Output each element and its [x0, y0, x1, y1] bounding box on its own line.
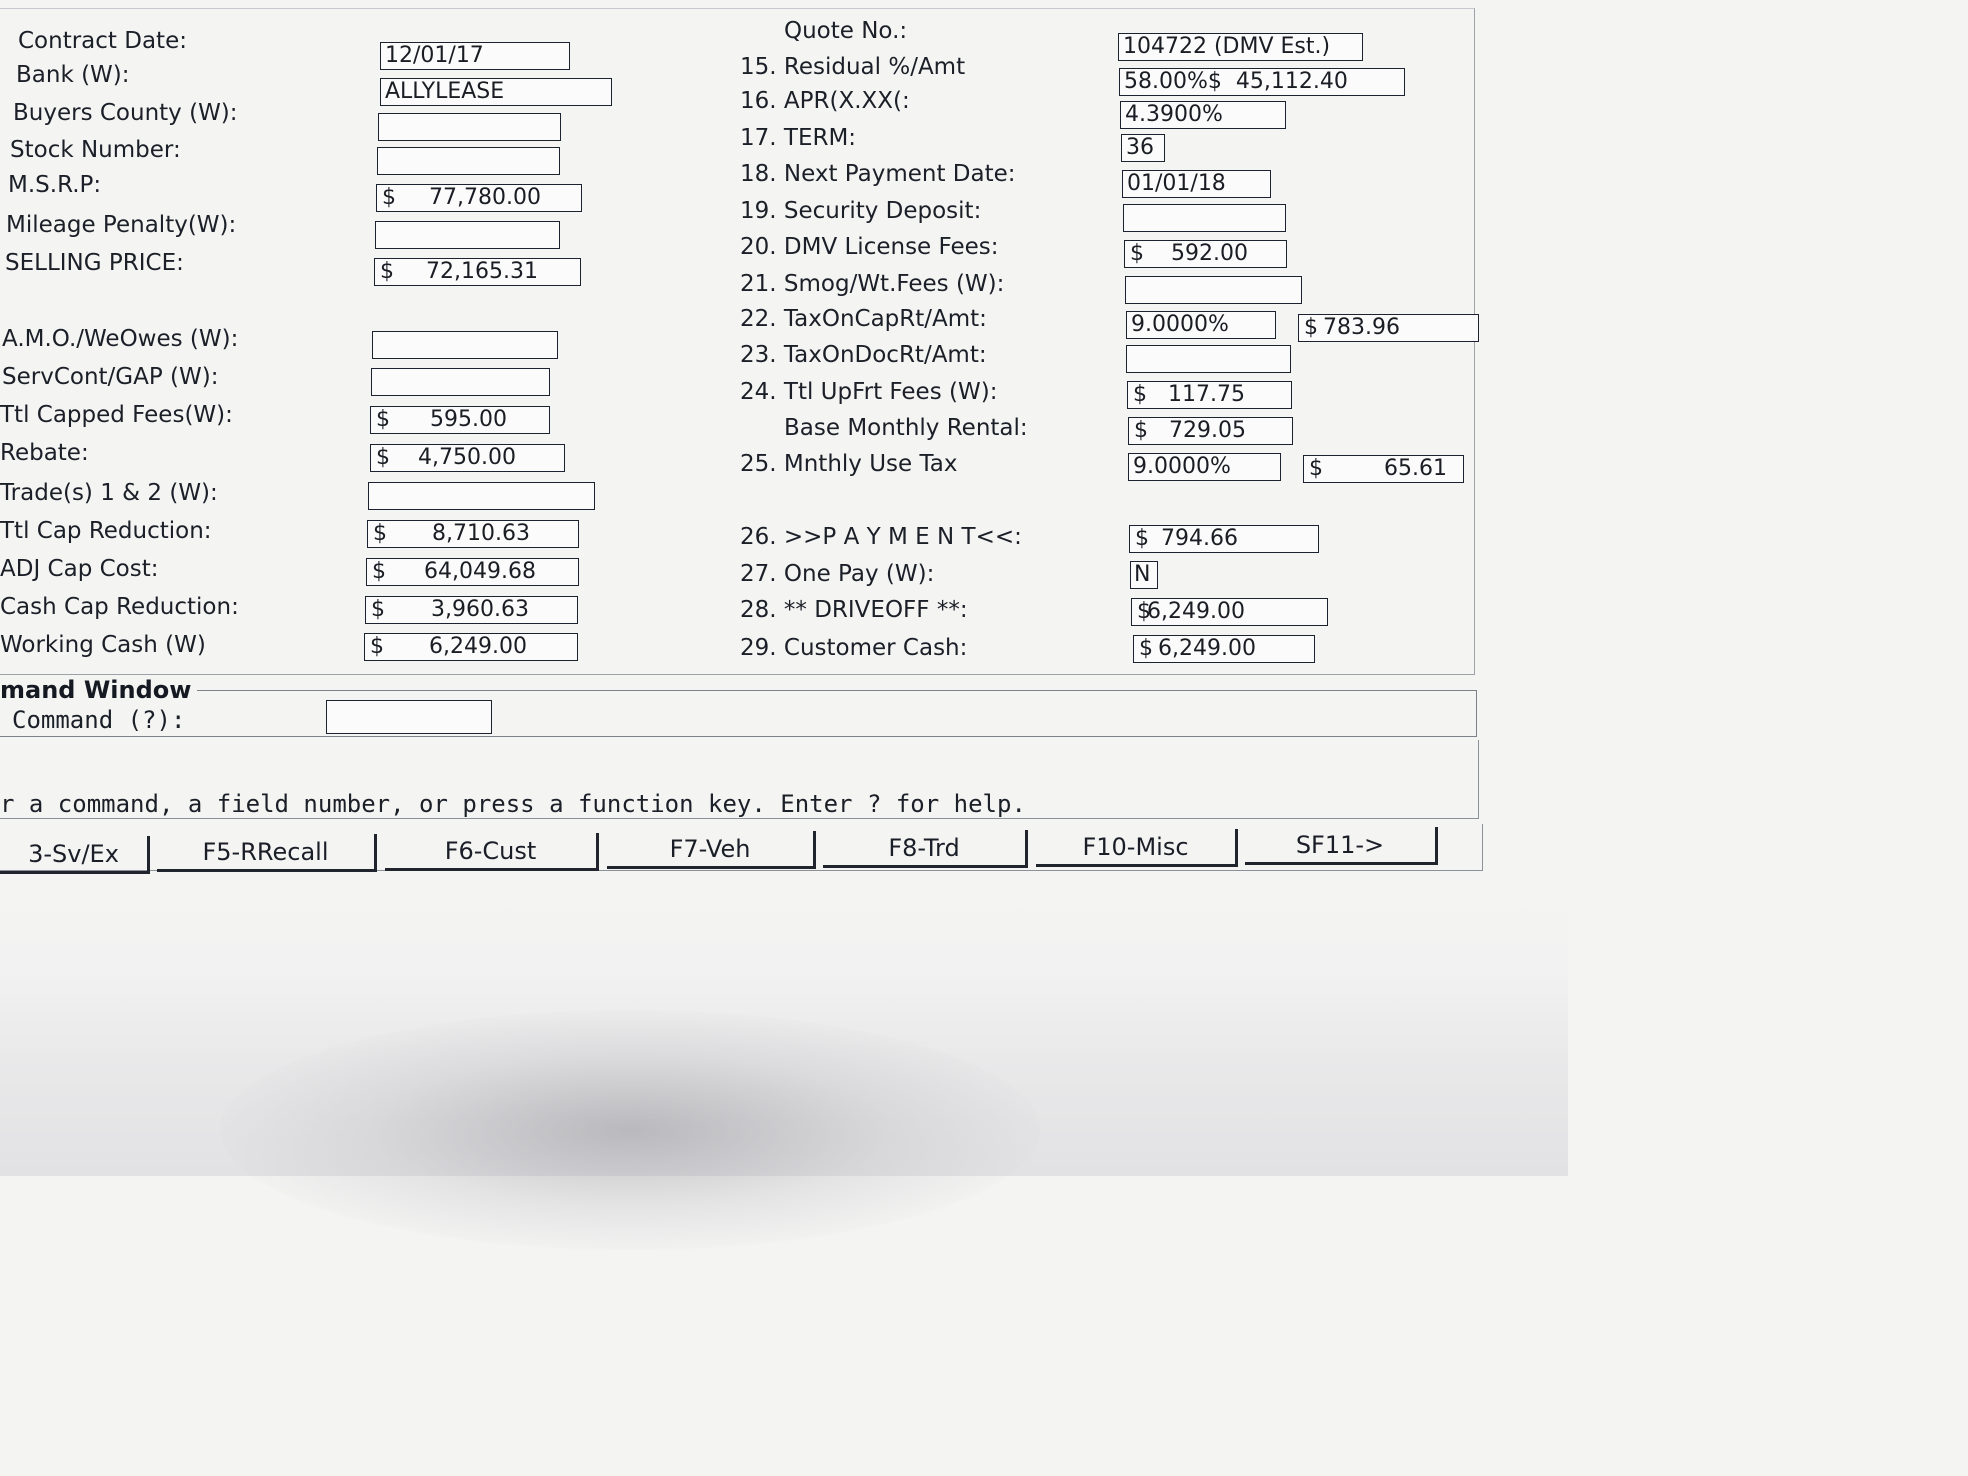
label-next-payment-date	[740, 161, 1016, 187]
label-text: TERM:	[783, 125, 857, 151]
currency-sign: $	[1133, 382, 1147, 407]
currency-sign: $	[376, 407, 390, 432]
field-rebate[interactable]	[370, 444, 565, 472]
field-mnthly-use-tax-amount[interactable]	[1303, 455, 1464, 483]
currency-sign: $	[1139, 636, 1153, 661]
field-number: 27.	[740, 561, 777, 587]
field-dmv-license-fees[interactable]	[1124, 240, 1287, 268]
field-one-pay-value: N	[1134, 562, 1151, 587]
currency-sign: $	[1130, 241, 1144, 266]
field-servcont-gap[interactable]	[371, 368, 550, 396]
field-tax-on-cap-rate[interactable]	[1126, 311, 1276, 339]
currency-sign: $	[376, 445, 390, 470]
currency-sign: $	[1304, 315, 1318, 340]
command-window	[0, 690, 1477, 737]
field-number: 26.	[740, 524, 777, 550]
currency-sign: $	[380, 259, 394, 284]
field-apr[interactable]	[1120, 101, 1286, 129]
label-servcont-gap: ServCont/GAP (W):	[2, 364, 219, 390]
field-tax-on-doc[interactable]	[1126, 345, 1291, 373]
field-customer-cash[interactable]	[1133, 635, 1315, 663]
label-tax-on-cap	[740, 306, 987, 332]
label-term	[740, 125, 856, 151]
field-working-cash[interactable]	[364, 633, 578, 661]
currency-sign: $	[373, 521, 387, 546]
currency-sign: $	[371, 597, 385, 622]
field-mnthly-use-tax-amount-value: 65.61	[1384, 456, 1447, 481]
label-text: Smog/Wt.Fees (W):	[783, 271, 1005, 297]
fkey-misc-button[interactable]: F10-Misc	[1036, 829, 1238, 867]
field-next-payment-date-value: 01/01/18	[1127, 171, 1226, 196]
field-stock-number[interactable]	[377, 147, 560, 175]
field-tax-on-cap-amount[interactable]	[1298, 314, 1479, 342]
field-cash-cap-reduction-value: 3,960.63	[431, 597, 529, 622]
field-residual-value: 58.00%$ 45,112.40	[1124, 69, 1348, 94]
field-number: 16.	[740, 88, 777, 114]
field-rebate-value: 4,750.00	[418, 445, 516, 470]
field-driveoff-value: 6,249.00	[1147, 599, 1245, 624]
field-contract-date[interactable]	[380, 42, 570, 70]
field-customer-cash-value: 6,249.00	[1158, 636, 1256, 661]
field-term-value: 36	[1126, 135, 1154, 160]
fkey-customer-button[interactable]: F6-Cust	[385, 833, 599, 871]
label-text: Next Payment Date:	[783, 161, 1016, 187]
field-buyers-county[interactable]	[378, 113, 561, 141]
label-cash-cap-reduction: Cash Cap Reduction:	[0, 594, 239, 620]
field-driveoff[interactable]	[1131, 598, 1328, 626]
label-text: Mnthly Use Tax	[783, 451, 958, 477]
label-ttl-capped-fees: Ttl Capped Fees(W):	[0, 402, 233, 428]
field-contract-date-value: 12/01/17	[385, 43, 484, 68]
field-dmv-license-fees-value: 592.00	[1171, 241, 1248, 266]
currency-sign: $	[1137, 599, 1151, 624]
label-tax-on-doc	[740, 342, 987, 368]
label-text: TaxOnCapRt/Amt:	[783, 306, 987, 332]
field-bank-value: ALLYLEASE	[385, 79, 505, 104]
field-msrp[interactable]	[376, 184, 582, 212]
field-adj-cap-cost-value: 64,049.68	[424, 559, 536, 584]
field-number: 15.	[740, 54, 777, 80]
label-mnthly-use-tax	[740, 451, 957, 477]
field-ttl-cap-reduction[interactable]	[367, 520, 579, 548]
fkey-trade-button[interactable]: F8-Trd	[823, 830, 1028, 868]
label-ttl-upfrt-fees	[740, 379, 997, 405]
field-number: 29.	[740, 635, 777, 661]
currency-sign: $	[370, 634, 384, 659]
field-term[interactable]	[1121, 134, 1165, 162]
label-ttl-cap-reduction: Ttl Cap Reduction:	[0, 518, 212, 544]
field-number: 17.	[740, 125, 777, 151]
field-residual[interactable]	[1119, 68, 1405, 96]
currency-sign: $	[1134, 418, 1148, 443]
label-quote-no: Quote No.:	[784, 18, 908, 44]
label-bank: Bank (W):	[16, 62, 130, 88]
fkey-shift-f11-button[interactable]: SF11->	[1245, 827, 1438, 865]
label-apr	[740, 88, 910, 114]
currency-sign: $	[1309, 456, 1323, 481]
command-input[interactable]	[326, 700, 492, 734]
field-trades[interactable]	[368, 482, 595, 510]
field-base-monthly-rental-value: 729.05	[1169, 418, 1246, 443]
label-text: Customer Cash:	[783, 635, 968, 661]
label-driveoff	[740, 597, 968, 623]
field-ttl-cap-reduction-value: 8,710.63	[432, 521, 530, 546]
field-bank[interactable]	[380, 78, 612, 106]
label-buyers-county: Buyers County (W):	[13, 100, 238, 126]
label-payment	[740, 524, 1022, 550]
label-mileage-penalty: Mileage Penalty(W):	[6, 212, 237, 238]
field-security-deposit[interactable]	[1123, 204, 1286, 232]
camera-shadow	[220, 1010, 1040, 1250]
field-mnthly-use-tax-rate[interactable]	[1128, 453, 1281, 481]
fkey-save-exit-button[interactable]: 3-Sv/Ex	[0, 836, 150, 874]
label-text: Ttl UpFrt Fees (W):	[783, 379, 998, 405]
command-prompt-label: Command (?):	[12, 706, 186, 734]
field-mnthly-use-tax-rate-value: 9.0000%	[1133, 454, 1231, 479]
field-smog-wt-fees[interactable]	[1125, 276, 1302, 304]
label-stock-number: Stock Number:	[10, 137, 181, 163]
field-number: 21.	[740, 271, 777, 297]
field-ttl-capped-fees[interactable]	[370, 406, 550, 434]
field-number: 23.	[740, 342, 777, 368]
field-ttl-capped-fees-value: 595.00	[430, 407, 507, 432]
label-contract-date: Contract Date:	[18, 28, 187, 54]
label-text: ** DRIVEOFF **:	[783, 597, 968, 623]
label-msrp: M.S.R.P:	[8, 172, 102, 198]
field-next-payment-date[interactable]	[1122, 170, 1271, 198]
label-amo-weowes: A.M.O./WeOwes (W):	[2, 326, 239, 352]
label-text: APR(X.XX(:	[783, 88, 910, 114]
label-base-monthly-rental: Base Monthly Rental:	[784, 415, 1028, 441]
label-trades: Trade(s) 1 & 2 (W):	[0, 480, 218, 506]
field-number: 20.	[740, 234, 777, 260]
fkey-vehicle-button[interactable]: F7-Veh	[607, 831, 816, 869]
label-text: DMV License Fees:	[783, 234, 999, 260]
label-text: Residual %/Amt	[783, 54, 966, 80]
field-selling-price[interactable]	[374, 258, 581, 286]
currency-sign: $	[372, 559, 386, 584]
label-smog-wt-fees	[740, 271, 1004, 297]
label-one-pay	[740, 561, 934, 587]
label-text: Security Deposit:	[783, 198, 982, 224]
field-apr-value: 4.3900%	[1125, 102, 1223, 127]
field-ttl-upfrt-fees[interactable]	[1127, 381, 1292, 409]
field-number: 18.	[740, 161, 777, 187]
field-tax-on-cap-rate-value: 9.0000%	[1131, 312, 1229, 337]
label-residual	[740, 54, 965, 80]
field-tax-on-cap-amount-value: 783.96	[1323, 315, 1400, 340]
field-number: 25.	[740, 451, 777, 477]
label-customer-cash	[740, 635, 967, 661]
label-text: >>P A Y M E N T<<:	[783, 524, 1022, 550]
field-number: 22.	[740, 306, 777, 332]
field-number: 19.	[740, 198, 777, 224]
field-one-pay[interactable]	[1130, 561, 1158, 589]
label-text: TaxOnDocRt/Amt:	[783, 342, 987, 368]
field-adj-cap-cost[interactable]	[366, 558, 579, 586]
field-quote-no[interactable]	[1118, 33, 1363, 61]
label-adj-cap-cost: ADJ Cap Cost:	[0, 556, 159, 582]
field-payment-value: 794.66	[1161, 526, 1238, 551]
label-rebate: Rebate:	[0, 440, 89, 466]
label-working-cash: Working Cash (W)	[0, 632, 206, 658]
field-ttl-upfrt-fees-value: 117.75	[1168, 382, 1245, 407]
currency-sign: $	[1135, 526, 1149, 551]
field-number: 24.	[740, 379, 777, 405]
field-mileage-penalty[interactable]	[375, 221, 560, 249]
field-payment[interactable]	[1129, 525, 1319, 553]
label-text: One Pay (W):	[783, 561, 935, 587]
field-number: 28.	[740, 597, 777, 623]
field-cash-cap-reduction[interactable]	[365, 596, 578, 624]
help-message: r a command, a field number, or press a function key. Enter ? for help.	[0, 790, 1026, 818]
field-amo-weowes[interactable]	[372, 331, 558, 359]
field-working-cash-value: 6,249.00	[429, 634, 527, 659]
fkey-recall-button[interactable]: F5-RRecall	[157, 834, 377, 872]
currency-sign: $	[382, 185, 396, 210]
field-quote-no-value: 104722 (DMV Est.)	[1123, 34, 1331, 59]
label-selling-price: SELLING PRICE:	[5, 250, 184, 276]
field-base-monthly-rental[interactable]	[1128, 417, 1293, 445]
label-security-deposit	[740, 198, 981, 224]
label-dmv-license-fees	[740, 234, 999, 260]
field-msrp-value: 77,780.00	[429, 185, 541, 210]
field-selling-price-value: 72,165.31	[426, 259, 538, 284]
command-window-title: mand Window	[0, 676, 197, 704]
